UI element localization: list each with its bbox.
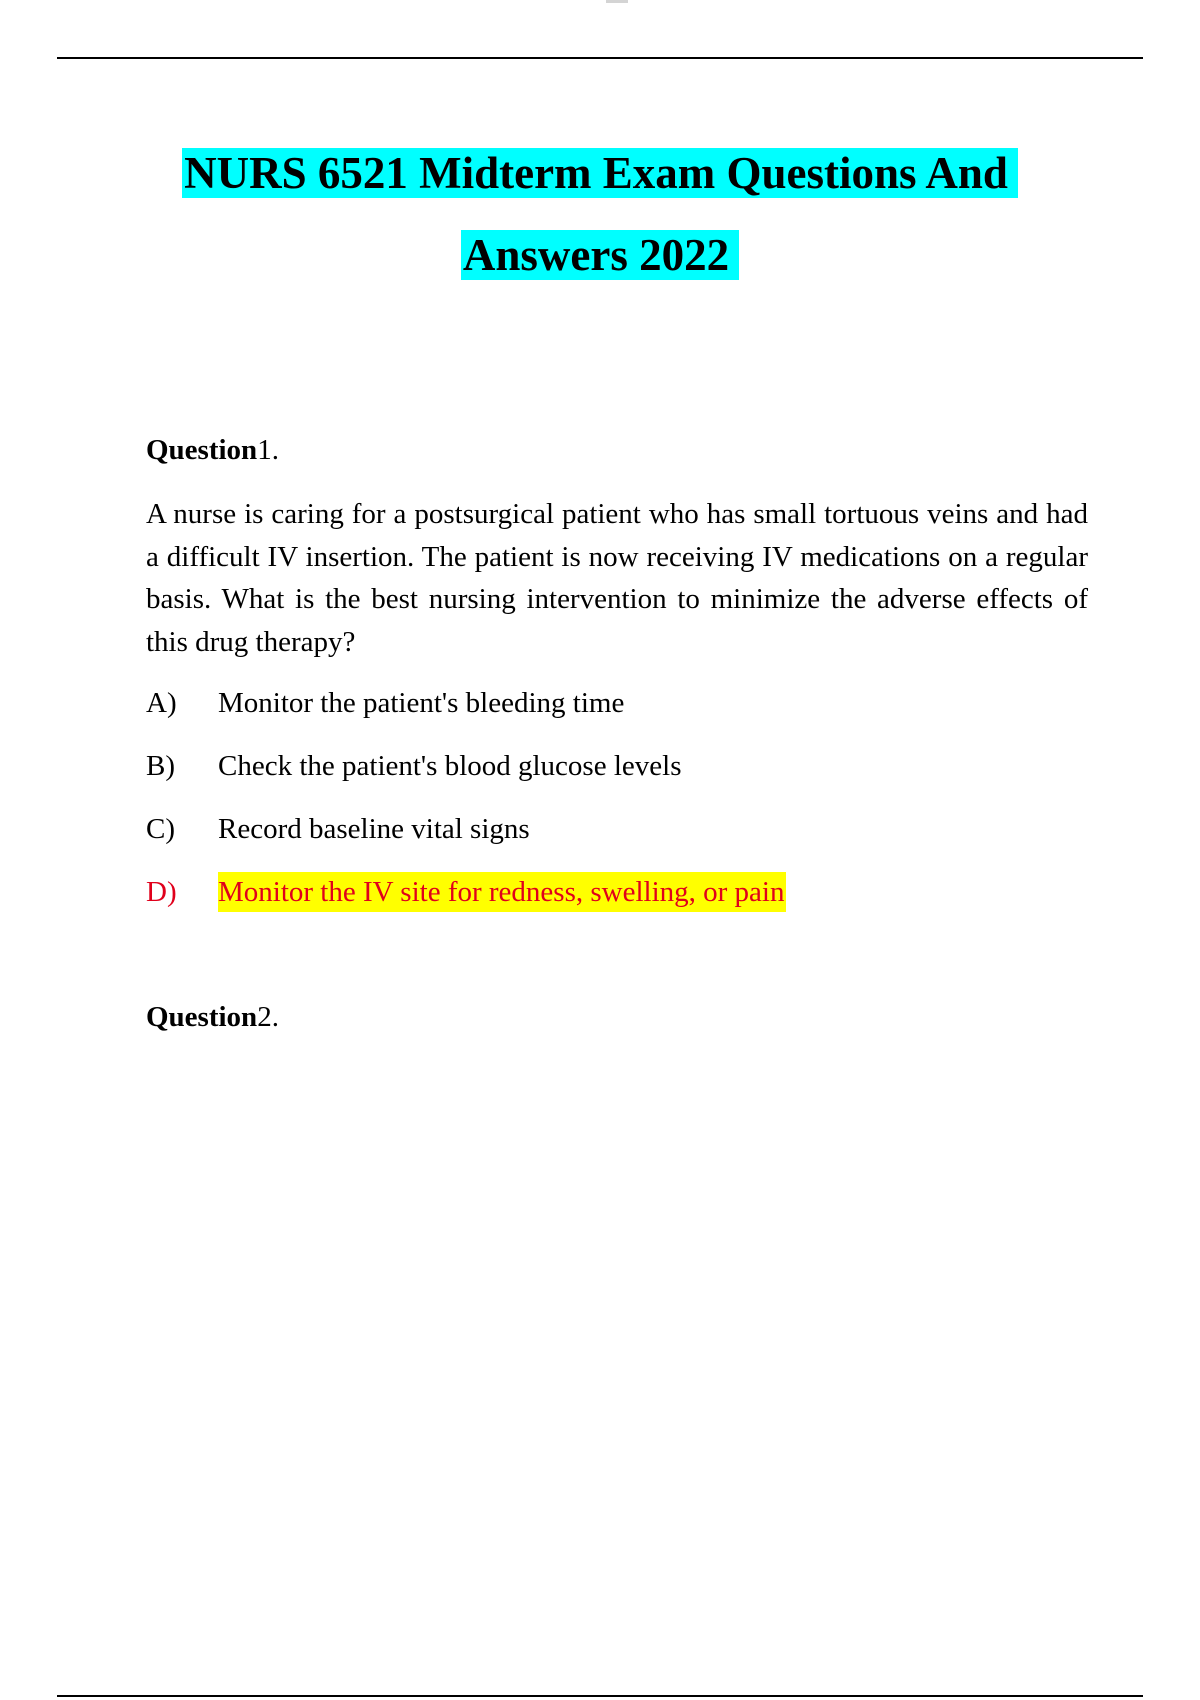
document-title-line-1 [0, 146, 1200, 200]
page-top-mark [606, 0, 628, 3]
option-letter: B) [146, 750, 175, 782]
option-text: Monitor the patient's bleeding time [218, 687, 625, 719]
question-label-word: Question [146, 1001, 258, 1033]
option-letter: A) [146, 687, 177, 719]
question-label-number: 1. [257, 434, 279, 466]
question-label-word: Question [146, 434, 258, 466]
title-highlight: Answers 2022 [461, 230, 739, 280]
title-highlight: NURS 6521 Midterm Exam Questions And [182, 148, 1018, 198]
question-label-number: 2. [257, 1001, 279, 1033]
document-title-line-2 [0, 228, 1200, 282]
question-1-label [146, 433, 279, 467]
header-rule [57, 57, 1143, 59]
correct-answer-highlight: Monitor the IV site for redness, swelling, or pain [218, 872, 786, 912]
option-letter: D) [146, 876, 177, 908]
option-text: Check the patient's blood glucose levels [218, 750, 682, 782]
question-1-text: A nurse is caring for a postsurgical patient who has small tortuous veins and had a difficult IV insertion. The patient is now receiving IV medications on a regular basis. What is the best nursing intervention to minimize the adverse effects of this drug therapy? [146, 498, 1088, 658]
option-text: Record baseline vital signs [218, 813, 530, 845]
question-2-label [146, 1000, 279, 1034]
footer-rule [57, 1695, 1143, 1697]
option-letter: C) [146, 813, 175, 845]
